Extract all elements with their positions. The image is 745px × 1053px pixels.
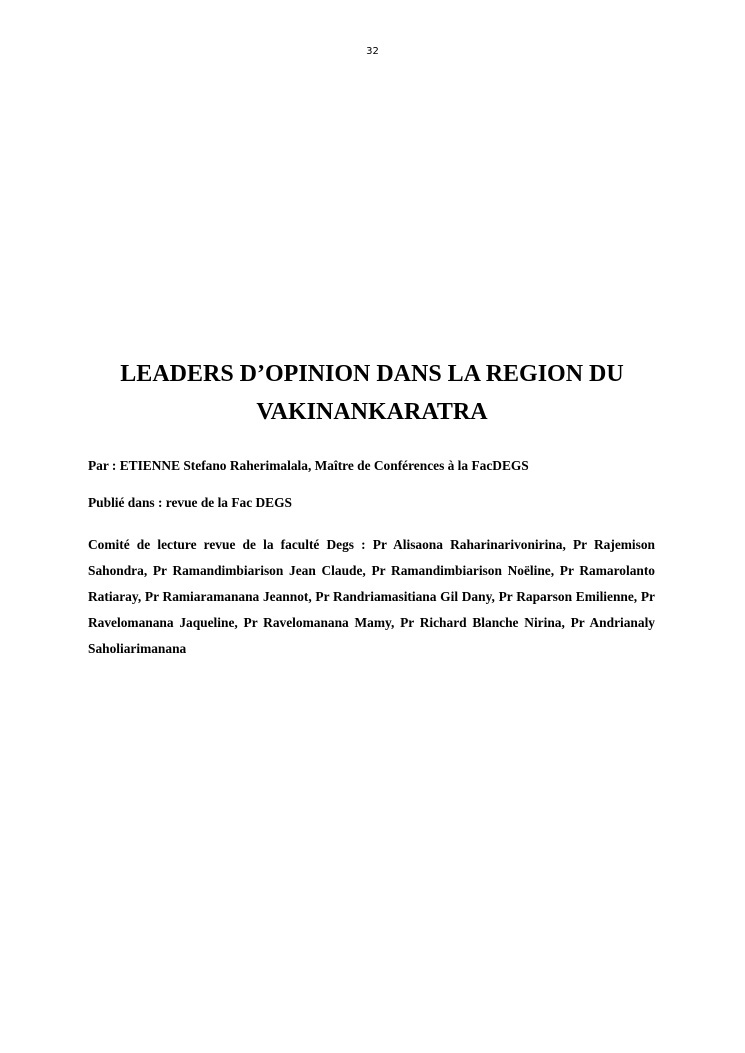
publication-line: Publié dans : revue de la Fac DEGS xyxy=(88,495,292,510)
page-number: 32 xyxy=(366,46,379,57)
author-line: Par : ETIENNE Stefano Raherimalala, Maître de Conférences à la FacDEGS xyxy=(88,458,529,473)
article-title-line-1: LEADERS D’OPINION DANS LA REGION DU xyxy=(120,361,624,387)
reading-committee: Comité de lecture revue de la faculté Degs : Pr Alisaona Raharinarivonirina, Pr Rajemison Sahondra, Pr Ramandimbiarison Jean Claude, Pr Ramandimbiarison Noëline, Pr Ramarolanto Ratiaray, Pr Ramiaramanana Jeannot, Pr Randriamasitiana Gil Dany, Pr Raparson Emilienne, Pr Ravelomanana Jaqueline, Pr Ravelomanana Mamy, Pr Richard Blanche Nirina, Pr Andrianaly Saholiarimanana xyxy=(88,537,655,656)
article-title-line-2: VAKINANKARATRA xyxy=(256,399,488,425)
article-title xyxy=(88,355,656,431)
